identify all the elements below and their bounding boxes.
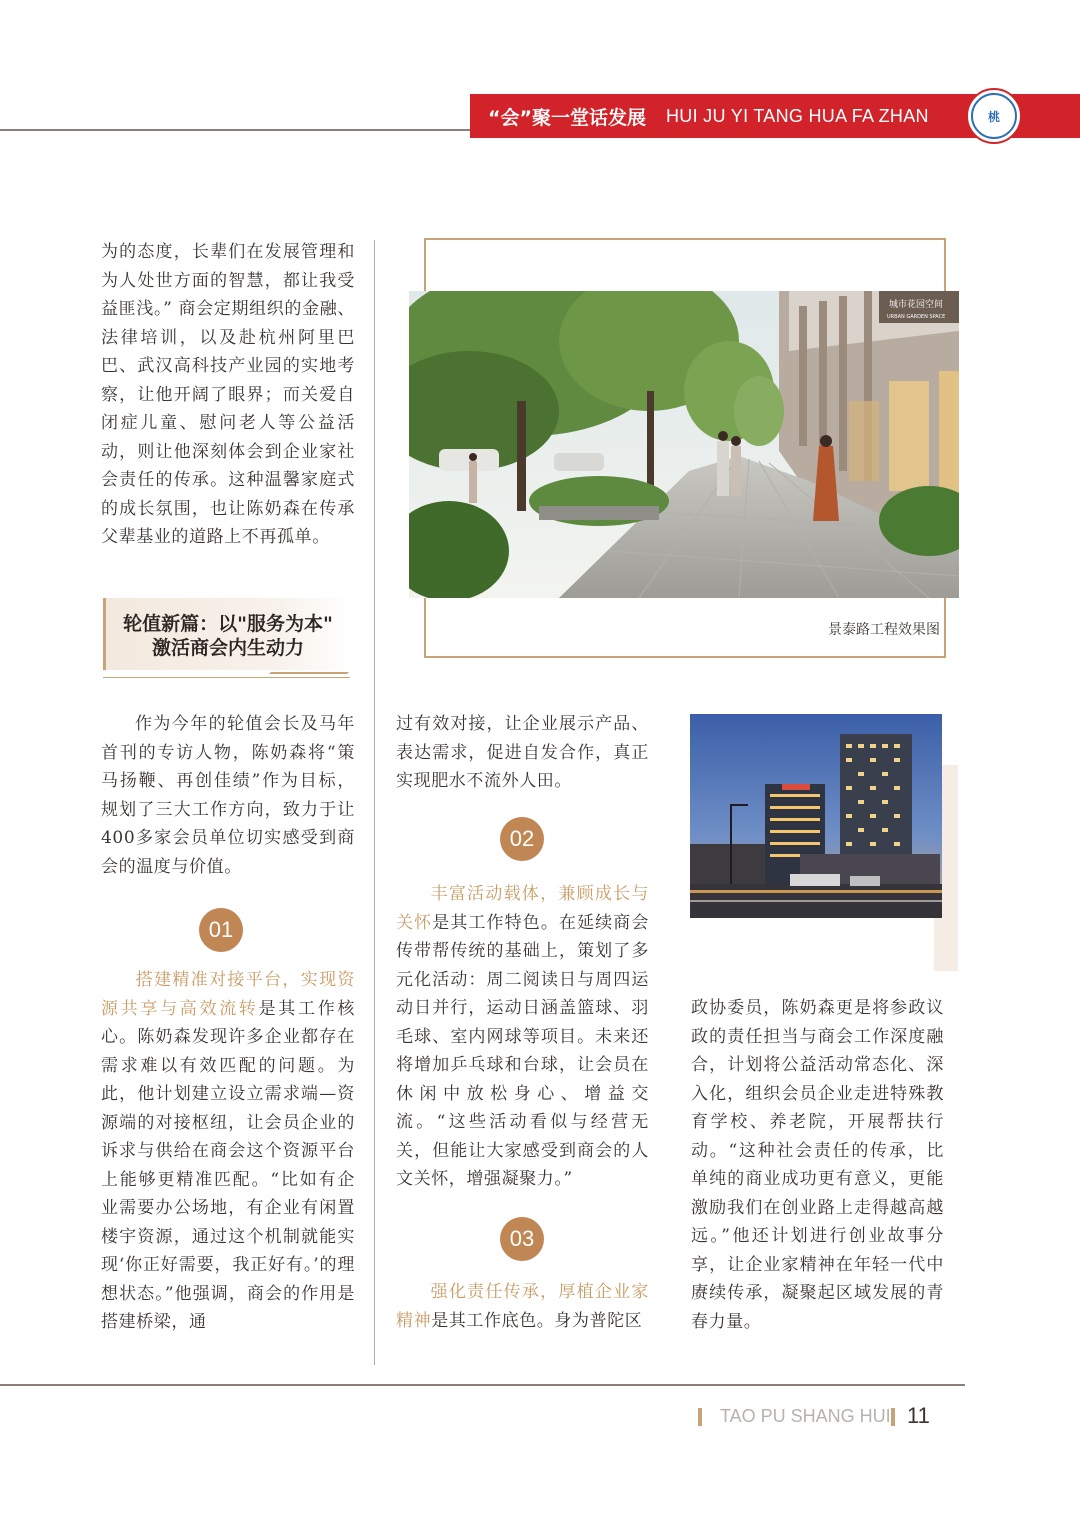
sign-en: URBAN GARDEN SPACE <box>887 314 946 320</box>
point3-paragraph <box>396 1278 649 1335</box>
point1-paragraph <box>101 966 355 1337</box>
point2-highlight: 丰富活动载体，兼顾成长与关怀 <box>396 884 649 933</box>
sign-cn: 城市花园空间 <box>889 300 944 310</box>
column-divider <box>374 240 375 1365</box>
chamber-logo-icon: 桃 <box>966 88 1022 144</box>
header-title-cn: “会”聚一堂话发展 <box>488 106 646 129</box>
footer-magazine-name: TAO PU SHANG HUI <box>720 1406 891 1426</box>
page-number: 11 <box>907 1403 930 1428</box>
col1-intro-paragraph: 作为今年的轮值会长及马年首刊的专访人物，陈奶森将“策马扬鞭、再创佳绩”作为目标，规划了三大工作方向，致力于让400多家会员单位切实感受到商会的温度与价值。 <box>101 714 355 877</box>
point1-highlight: 搭建精准对接平台，实现资源共享与高效流转 <box>101 970 355 1019</box>
footer-accent-left <box>698 1408 702 1426</box>
header-title-en: HUI JU YI TANG HUA FA ZHAN <box>665 105 929 126</box>
col1-opening-paragraph: 为的态度，长辈们在发展管理和为人处世方面的智慧，都让我受益匪浅。” 商会定期组织的金融、法律培训，以及赴杭州阿里巴巴、武汉高科技产业园的实地考察，让他开阔了眼界；而关爱自闭症儿童、慰问老人等公益活动，则让他深刻体会到企业家社会责任的传承。这种温馨家庭式的成长氛围，也让陈奶森在传承父辈基业的道路上不再孤单。 <box>101 242 355 547</box>
point3-highlight: 强化责任传承，厚植企业家精神 <box>396 1282 649 1331</box>
footer-accent-right <box>891 1408 895 1426</box>
section-heading-line1: 轮值新篇：以"服务为本" <box>123 613 333 635</box>
col2-opening-paragraph: 过有效对接，让企业展示产品、表达需求，促进自发合作，真正实现肥水不流外人田。 <box>396 714 649 791</box>
section-heading-underline <box>103 677 350 678</box>
point3-text: 是其工作底色。身为普陀区 <box>431 1310 643 1331</box>
header-rule <box>0 129 470 131</box>
number-badge-02: 02 <box>500 817 544 861</box>
point2-text: 是其工作特色。在延续商会传带帮传统的基础上，策划了多元化活动：周二阅读日与周四运动日并行，运动日涵盖篮球、羽毛球、室内网球等项目。未来还将增加乒乓球和台球，让会员在休闲中放松身心、增益交流。“这些活动看似与经营无关，但能让大家感受到商会的人文关怀，增强凝聚力。” <box>396 912 649 1189</box>
section-heading <box>106 612 350 660</box>
city-night-image <box>690 714 942 918</box>
point1-text: 是其工作核心。陈奶森发现许多企业都存在需求难以有效匹配的问题。为此，他计划建立设立需求端—资源端的对接枢纽，让会员企业的诉求与供给在商会这个资源平台上能够更精准匹配。“比如有企业需要办公场地，有企业有闲置楼宇资源，通过这个机制就能实现‘你正好需要，我正好有。’的理想状态。”他强调，商会的作用是搭建桥梁，通 <box>101 998 355 1332</box>
section-heading-line2: 激活商会内生动力 <box>151 637 304 659</box>
number-badge-03: 03 <box>500 1217 544 1261</box>
footer-rule <box>0 1384 965 1386</box>
point2-paragraph <box>396 880 649 1194</box>
col3-paragraph: 政协委员，陈奶森更是将参政议政的责任担当与商会工作深度融合，计划将公益活动常态化、深入化，组织会员企业走进特殊教育学校、养老院，开展帮扶行动。“这种社会责任的传承，比单纯的商业成功更有意义，更能激励我们在创业路上走得越高越远。”他还计划进行创业故事分享，让企业家精神在年轻一代中赓续传承，凝聚起区域发展的青春力量。 <box>691 998 944 1332</box>
section-heading-accent <box>269 672 349 674</box>
street-rendering-image <box>409 291 959 598</box>
photo-caption: 景泰路工程效果图 <box>828 622 940 638</box>
number-badge-01: 01 <box>199 908 243 952</box>
